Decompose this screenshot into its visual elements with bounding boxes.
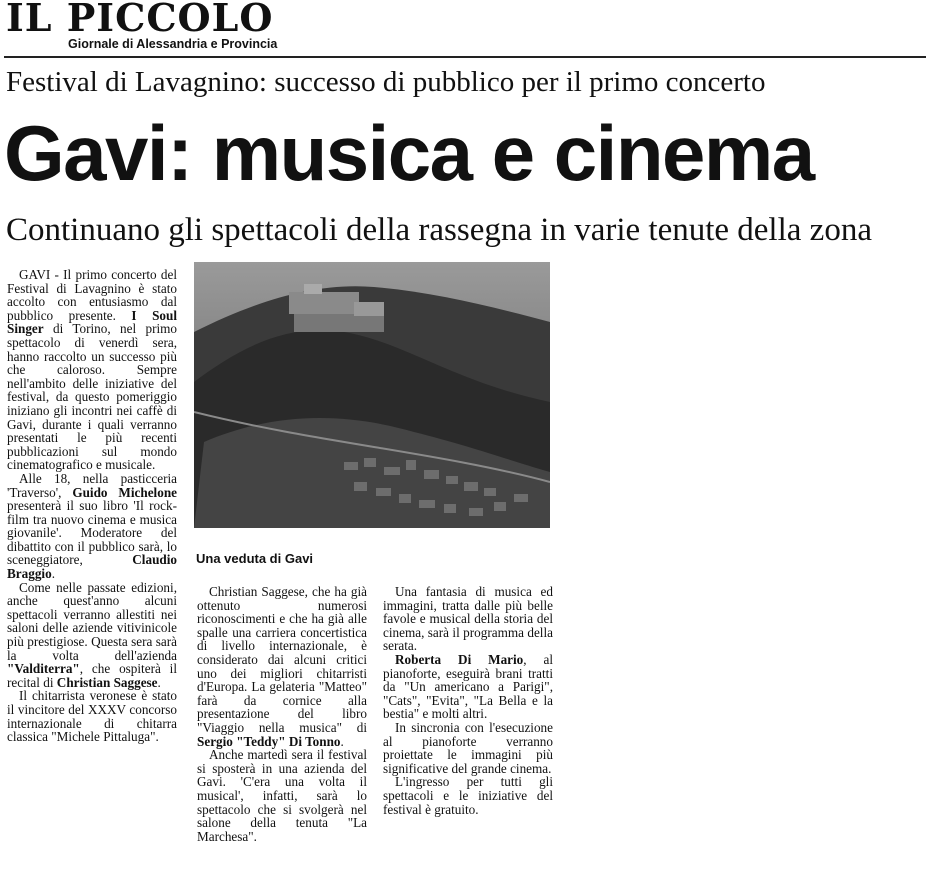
article-kicker: Festival di Lavagnino: successo di pubblico per il primo concerto [6,66,766,98]
paragraph [7,268,177,472]
photo-caption: Una veduta di Gavi [196,551,314,566]
paragraph: L'ingresso per tutti gli spettacoli e le iniziative del festival è gratuito. [383,774,553,817]
text-run: , al pianoforte, eseguirà brani tratti da "Un americano a Parigi", "Cats", "Evita", "La Bella e la bestia" e molti altri. [383,651,553,722]
photo-aerial-view [194,262,550,528]
text-run: Christian Saggese, che ha già ottenuto numerosi riconoscimenti e che ha già alle spalle una carriera concertistica di livello internazionale, è considerato dai alcuni critici uno dei migliori chitarristi d'Europa. La gelateria "Matteo" farà da cornice alla presentazione del libro "Viaggio nella musica" di [197,584,367,735]
masthead [6,0,376,52]
paragraph: Anche martedì sera il festival si sposterà in una azienda del Gavi. 'C'era una volta il musical', infatti, sarà lo spettacolo che si svolgerà nel salone della tenuta "La Marchesa". [197,747,367,844]
bold-name: I Soul Singer [7,307,177,337]
aerial-photo-image [194,262,550,528]
paragraph [7,472,177,581]
bold-name: "Valditerra" [7,661,80,677]
text-run: di Torino, nel primo spettacolo di venerdì sera, hanno raccolto un successo più che caloroso. Sempre nell'ambito delle iniziative del festival, da questo pomeriggio iniziano gli incontri nei caffè di Gavi, durante i quali verranno presentati le più recenti pubblicazioni sul mondo cinematografico e musicale. [7,321,177,473]
bold-name: Christian Saggese [56,674,158,690]
bold-name: Claudio Braggio [7,552,177,582]
paragraph: In sincronia con l'esecuzione al pianoforte verranno proiettate le immagini più significative del grande cinema. [383,719,553,776]
article-headline: Gavi: musica e cinema [4,109,814,197]
text-run: GAVI - Il primo concerto del Festival di Lavagnino è stato accolto con entusiasmo dal pubblico presente. [7,267,177,323]
bold-name: Guido Michelone [72,484,178,500]
paragraph: Il chitarrista veronese è stato il vincitore del XXXV concorso internazionale di chitarra classica "Michele Pittaluga". [7,688,177,745]
article-subhead: Continuano gli spettacoli della rassegna in varie tenute della zona [6,212,872,248]
article-column-2 [197,585,367,843]
paragraph [7,581,177,690]
text-run: Come nelle passate edizioni, anche quest'anno alcuni spettacoli verranno allestiti nei saloni delle aziende vitivinicole più prestigiose. Questa sera sarà la volta dell'azienda [7,579,177,663]
masthead-subtitle: Giornale di Alessandria e Provincia [68,37,278,51]
text-run: . [340,733,344,749]
paragraph: Una fantasia di musica ed immagini, tratta dalle più belle favole e musical della storia del cinema, sarà il programma della serata. [383,584,553,654]
text-run: . [157,674,161,690]
bold-name: Sergio "Teddy" Di Tonno [197,733,341,749]
article-column-1 [7,268,177,744]
bold-name: Roberta Di Mario [395,651,524,667]
text-run: presenterà il suo libro 'Il rock-film tra nuovo cinema e musica giovanile'. Moderatore del dibattito con il pubblico sarà, lo sceneggiatore, [7,498,177,568]
text-run: , che ospiterà il recital di [7,661,177,690]
paragraph [197,585,367,748]
masthead-rule [4,56,926,58]
article-column-3 [383,585,553,816]
text-run: . [51,566,55,582]
paragraph [383,653,553,721]
masthead-title: IL PICCOLO [6,0,274,40]
text-run: Alle 18, nella pasticceria 'Traverso', [7,470,177,500]
